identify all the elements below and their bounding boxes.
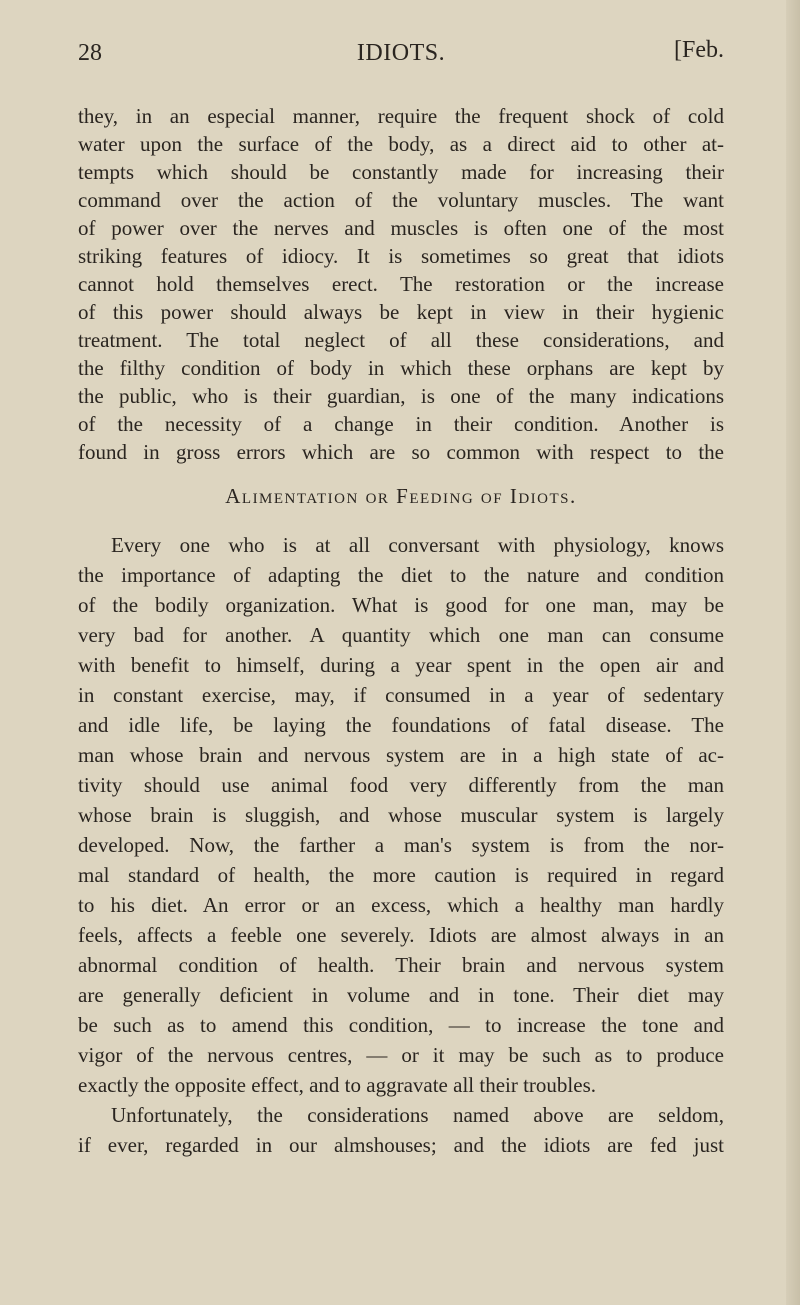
text-line: are generally deficient in volume and in tone. Their diet may	[78, 983, 724, 1007]
text-line: feels, affects a feeble one severely. Idiots are almost always in an	[78, 923, 724, 947]
text-line: Every one who is at all conversant with physiology, knows	[111, 533, 724, 557]
text-line: in constant exercise, may, if consumed in a year of sedentary	[78, 683, 724, 707]
text-line: exactly the opposite effect, and to aggravate all their troubles.	[78, 1073, 596, 1097]
page-edge	[786, 0, 800, 1305]
page-number: 28	[78, 40, 102, 66]
text-line: be such as to amend this condition, — to increase the tone and	[78, 1013, 724, 1037]
running-title: IDIOTS.	[356, 40, 446, 66]
text-line: and idle life, be laying the foundations of fatal disease. The	[78, 713, 724, 737]
text-line: whose brain is sluggish, and whose muscular system is largely	[78, 803, 724, 827]
text-line: the public, who is their guardian, is one of the many indications	[78, 384, 724, 408]
text-line: mal standard of health, the more caution is required in regard	[78, 863, 724, 887]
text-line: vigor of the nervous centres, — or it may be such as to produce	[78, 1043, 724, 1067]
paragraph-1	[78, 102, 724, 466]
text-line: they, in an especial manner, require the frequent shock of cold	[78, 104, 724, 128]
text-line: if ever, regarded in our almshouses; and the idiots are fed just	[78, 1133, 724, 1157]
text-line: developed. Now, the farther a man's system is from the nor-	[78, 833, 724, 857]
section-heading: Alimentation or Feeding of Idiots.	[225, 484, 577, 508]
paragraph-2	[78, 530, 724, 1160]
text-line: striking features of idiocy. It is sometimes so great that idiots	[78, 244, 724, 268]
text-line: Unfortunately, the considerations named above are seldom,	[111, 1103, 724, 1127]
text-line: to his diet. An error or an excess, which a healthy man hardly	[78, 893, 724, 917]
text-line: treatment. The total neglect of all these considerations, and	[78, 328, 724, 352]
text-line: of the bodily organization. What is good for one man, may be	[78, 593, 724, 617]
text-line: the filthy condition of body in which these orphans are kept by	[78, 356, 724, 380]
text-line: of power over the nerves and muscles is often one of the most	[78, 216, 724, 240]
text-line: of the necessity of a change in their condition. Another is	[78, 412, 724, 436]
text-line: tempts which should be constantly made for increasing their	[78, 160, 724, 184]
text-line: tivity should use animal food very differently from the man	[78, 773, 724, 797]
text-line: command over the action of the voluntary muscles. The want	[78, 188, 724, 212]
text-line: water upon the surface of the body, as a direct aid to other at-	[78, 132, 724, 156]
text-line: man whose brain and nervous system are in a high state of ac-	[78, 743, 724, 767]
text-line: with benefit to himself, during a year spent in the open air and	[78, 653, 724, 677]
text-line: abnormal condition of health. Their brain and nervous system	[78, 953, 724, 977]
page-header	[78, 37, 724, 72]
text-line: cannot hold themselves erect. The restoration or the increase	[78, 272, 724, 296]
text-line: found in gross errors which are so common with respect to the	[78, 440, 724, 464]
running-month: [Feb.	[674, 37, 724, 63]
text-line: the importance of adapting the diet to the nature and condition	[78, 563, 724, 587]
text-line: of this power should always be kept in view in their hygienic	[78, 300, 724, 324]
text-line: very bad for another. A quantity which one man can consume	[78, 623, 724, 647]
